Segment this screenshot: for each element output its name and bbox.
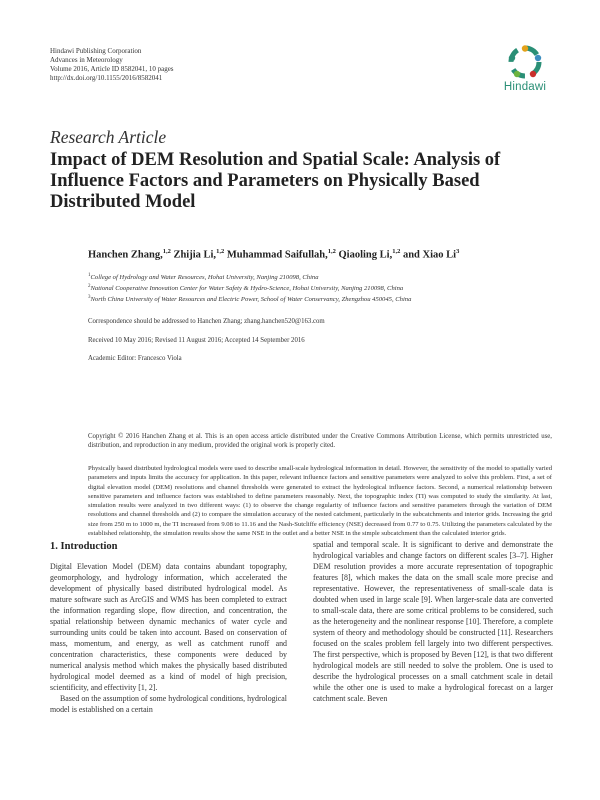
affiliation-1 xyxy=(88,273,319,281)
author-name: and Xiao Li xyxy=(402,249,457,261)
author-name: Zhijia Li, xyxy=(173,249,217,261)
abstract: Physically based distributed hydrological models were used to describe small-scale hydrological information in detail. However, the sensitivity of the model to spatially varied parameters and inputs limits the accuracy for application. In this paper, relevant influence factors and sensitive parameters were analyzed to solve this problem. First, a set of digital elevation model (DEM) resolutions and channel thresholds were generated to extract the hydrological influence factors. Second, a numerical relationship between sensitive parameters and influence factors was established to define parameters reasonably. Next, the topographic index (TI) was computed to study the similarity. At last, simulation results were analyzed in two different ways: (1) to observe the change regularity of influence factors and sensitive parameters through the variation of DEM resolutions and channel thresholds and (2) to compare the simulation accuracy of the nested catchment, particularly in the subcatchments and interior grids. Increasing the grid size from 250 m to 1000 m, the TI increased from 9.08 to 11.16 and the Nash-Sutcliffe efficiency (NSE) decreased from 0.77 to 0.75. Utilizing the parameters calculated by the established relationship, the simulation results show the same NSE in the outlet and a better NSE in the simple subcatchment than the calculated interior grids. xyxy=(88,465,552,538)
affiliation-3 xyxy=(88,295,411,303)
logo-wordmark: Hindawi xyxy=(503,81,547,93)
author-affiliation-mark: 1,2 xyxy=(162,248,171,255)
left-column xyxy=(50,561,287,715)
doi-link[interactable]: http://dx.doi.org/10.1155/2016/8582041 xyxy=(50,74,163,82)
author-affiliation-mark: 1,2 xyxy=(327,248,336,255)
paragraph: Based on the assumption of some hydrological conditions, hydrological model is established on a certain xyxy=(50,694,287,715)
section-heading-introduction xyxy=(50,541,118,552)
article-dates: Received 10 May 2016; Revised 11 August 2016; Accepted 14 September 2016 xyxy=(88,337,305,344)
section-title: Introduction xyxy=(60,541,118,552)
publisher-line: Hindawi Publishing Corporation xyxy=(50,47,142,55)
paragraph: Digital Elevation Model (DEM) data contains abundant topography, geomorphology, and hydrology information, which accelerated the development of physically based distributed hydrological model. As mature software such as ArcGIS and WMS has been completed to extract the information regarding slope, flow direction, and concentration, the spatial relationship between dynamic mechanics of water cycle and surrounding units could be taken into account. Based on conservation of mass, momentum, and energy, as well as catchment runoff and concentration characteristics, these components were deduced by numerical analysis method which makes the physically based distributed hydrological model deemed as a kind of model of high precision, scientificity, and effectivity [1, 2]. xyxy=(50,562,287,693)
hindawi-logo-icon xyxy=(505,44,545,80)
affiliation-number: 1 xyxy=(88,273,91,278)
article-type: Research Article xyxy=(50,127,167,147)
author-affiliation-mark: 3 xyxy=(456,248,460,255)
author-affiliation-mark: 1,2 xyxy=(392,248,401,255)
author-name: Muhammad Saifullah, xyxy=(226,249,328,261)
affiliation-number: 3 xyxy=(88,295,91,300)
copyright-notice: Copyright © 2016 Hanchen Zhang et al. This is an open access article distributed under the Creative Commons Attribution License, which permits unrestricted use, distribution, and reproduction in any medium, provided the original work is properly cited. xyxy=(88,433,552,450)
volume-line: Volume 2016, Article ID 8582041, 10 pages xyxy=(50,65,174,73)
correspondence: Correspondence should be addressed to Hanchen Zhang; zhang.hanchen520@163.com xyxy=(88,318,325,325)
journal-name: Advances in Meteorology xyxy=(50,56,123,64)
affiliation-text: North China University of Water Resources and Electric Power, School of Water Conservancy, Zhengzhou 450045, China xyxy=(90,296,412,304)
author-name: Hanchen Zhang, xyxy=(88,249,163,261)
author-affiliation-mark: 1,2 xyxy=(216,248,225,255)
affiliation-text: College of Hydrology and Water Resources, Hohai University, Nanjing 210098, China xyxy=(90,274,319,282)
affiliation-text: National Cooperative Innovation Center for Water Safety & Hydro-Science, Hohai University, Nanjing 210098, China xyxy=(90,285,404,293)
paper-title: Impact of DEM Resolution and Spatial Scale: Analysis of Influence Factors and Parameters on Physically Based Distributed Model xyxy=(50,150,501,212)
academic-editor: Academic Editor: Francesco Viola xyxy=(88,355,182,362)
affiliation-2 xyxy=(88,284,403,292)
hindawi-logo xyxy=(497,44,553,93)
journal-header xyxy=(50,47,174,83)
right-column xyxy=(313,539,553,704)
author-name: Qiaoling Li, xyxy=(338,249,393,261)
section-number: 1. xyxy=(50,541,58,552)
paragraph: spatial and temporal scale. It is significant to derive and demonstrate the hydrological variables and change factors on different scales [3–7]. Higher DEM resolution provides a more accurate representation of topographic features [8], which makes the data on the small scale more precise and representative. However, the representativeness of small-scale data is doubted when used in large scale [9]. When larger-scale data are converted to small-scale data, there are some critical problems to be considered, such as the heterogeneity and the nonlinear response [10]. Therefore, a complete system of theory and methodology should be constructed [11]. Researchers focused on the scales problem fell largely into two different perspectives. The first perspective, which is proposed by Beven [12], is that two different hydrological models are still needed to solve the problem. One is used to describe the hydrological processes on a small catchment scale in detail while the other one is used to make a hydrological forecast on a larger catchment scale. Beven xyxy=(313,540,553,704)
affiliation-number: 2 xyxy=(88,284,91,289)
author-list xyxy=(88,248,459,261)
